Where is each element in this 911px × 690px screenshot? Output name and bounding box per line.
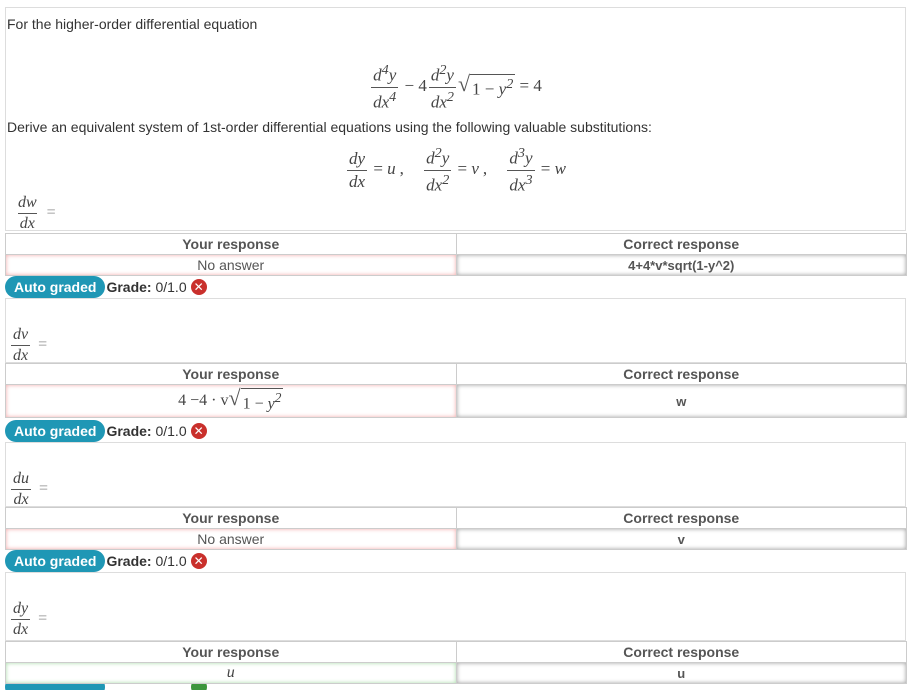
grade-text: Grade: 0/1.0 xyxy=(106,423,187,439)
part-2-box xyxy=(5,298,906,363)
part-4-label: $\frac{dy}{dx}$ = xyxy=(13,600,48,638)
incorrect-icon: ✕ xyxy=(191,423,207,439)
correct-response-cell: v xyxy=(456,529,907,550)
main-equation: $\frac{d^4y}{dx^4}$ − 4 $\frac{d^2y}{dx^2}$ √ $1 - y^2$ = 4 xyxy=(373,62,542,112)
correct-response-header: Correct response xyxy=(456,234,907,255)
auto-graded-badge: Auto graded xyxy=(5,550,105,572)
your-response-header: Your response xyxy=(6,364,457,385)
grade-bar-1 xyxy=(5,276,207,298)
your-response-cell: No answer xyxy=(6,529,457,550)
response-table-4 xyxy=(5,641,907,684)
question-intro: For the higher-order differential equation xyxy=(7,16,258,32)
substitution-equations: $\frac{dy}{dx}$ = u , $\frac{d^2y}{dx^2}$ = v , $\frac{d^3y}{dx^3}$ = w xyxy=(349,145,566,195)
grade-bar-4 xyxy=(5,684,207,690)
part-1-label: $\frac{dw}{dx}$ = xyxy=(18,194,56,232)
your-response-header: Your response xyxy=(6,642,457,663)
correct-response-cell: u xyxy=(456,663,907,684)
incorrect-icon: ✕ xyxy=(191,279,207,295)
grade-bar-3 xyxy=(5,550,207,572)
auto-graded-badge: Auto graded xyxy=(5,276,105,298)
correct-response-header: Correct response xyxy=(456,642,907,663)
response-table-3 xyxy=(5,507,907,550)
auto-graded-badge: Auto graded xyxy=(5,420,105,442)
response-table-1 xyxy=(5,233,907,276)
correct-response-cell: 4+4*v*sqrt(1-y^2) xyxy=(456,255,907,276)
your-response-header: Your response xyxy=(6,234,457,255)
part-3-label: $\frac{du}{dx}$ = xyxy=(13,470,49,508)
response-table-2 xyxy=(5,363,907,418)
grade-text: Grade: 0/1.0 xyxy=(106,279,187,295)
grade-bar-2 xyxy=(5,420,207,442)
question-derive-text: Derive an equivalent system of 1st-order differential equations using the following valuable substitutions: xyxy=(7,119,652,135)
correct-icon xyxy=(191,684,207,690)
your-response-cell: 4 −4 · v √ $1 - y^2$ xyxy=(6,385,457,418)
part-2-label: $\frac{dv}{dx}$ = xyxy=(13,326,48,364)
grade-text: Grade: 0/1.0 xyxy=(106,553,187,569)
correct-response-header: Correct response xyxy=(456,364,907,385)
correct-response-cell: w xyxy=(456,385,907,418)
question-box xyxy=(5,7,906,231)
your-response-cell: u xyxy=(6,663,457,684)
your-response-cell: No answer xyxy=(6,255,457,276)
correct-response-header: Correct response xyxy=(456,508,907,529)
part-4-box xyxy=(5,572,906,641)
auto-graded-badge xyxy=(5,684,105,690)
part-3-box xyxy=(5,442,906,507)
incorrect-icon: ✕ xyxy=(191,553,207,569)
your-response-header: Your response xyxy=(6,508,457,529)
